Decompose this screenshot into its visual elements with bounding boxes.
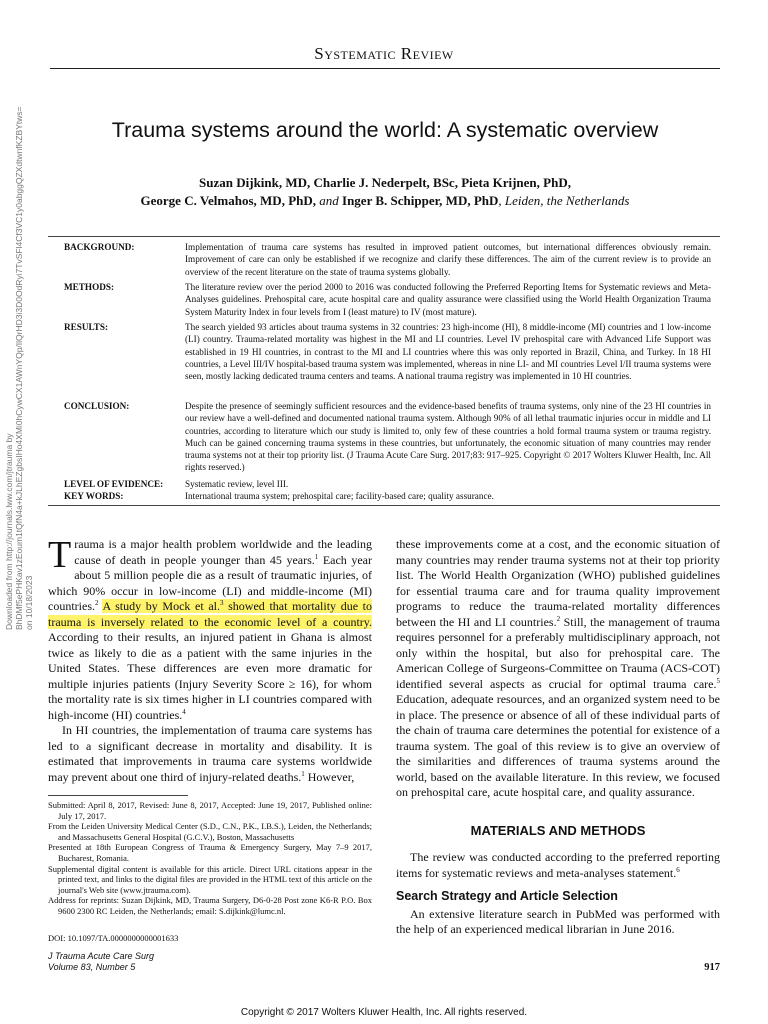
- text-run: However,: [304, 769, 355, 784]
- article-title: Trauma systems around the world: A systematic overview: [111, 118, 659, 142]
- footnotes: [48, 800, 372, 917]
- citation-ref: 2: [556, 614, 561, 623]
- abstract-label: METHODS:: [64, 282, 115, 292]
- search-paragraph: An extensive literature search in PubMed was performed with the help of an experienced medical librarian in June 2016.: [396, 906, 720, 936]
- citation-ref: 4: [182, 707, 186, 716]
- footnote-rule: [48, 795, 188, 796]
- text-run: The review was conducted according to the preferred reporting items for systematic reviews and meta-analyses statement.: [396, 850, 720, 880]
- citation-ref: 5: [716, 676, 720, 685]
- citation-ref: 1: [314, 552, 319, 561]
- citation-ref: 2: [95, 599, 99, 607]
- text-run: Education, adequate resources, and an organized system need to be in place. The presence or absence of all of these individual parts of the chain of trauma care determines the potential for existence of a trauma system. The goal of this review is to give an overview of the similarities and differences of trauma systems around the world, based on the available literature. In this review, we focused on prehospital care, acute hospital care, and quality assurance.: [396, 692, 720, 799]
- author-velmahos: George C. Velmahos, MD, PhD,: [140, 193, 317, 208]
- author-schipper: Inger B. Schipper, MD, PhD: [342, 193, 499, 208]
- journal-volume: Volume 83, Number 5: [48, 962, 136, 972]
- text-run: these improvements come at a cost, and the economic situation of many countries may render trauma systems not at their top priority list. The World Health Organization (WHO) published guidelines for essential trauma care and for trauma quality improvement programs to reduce the trauma-related mortality differences between the HI and LI countries.: [396, 537, 720, 629]
- text-run: In HI countries, the implementation of trauma care systems has led to a significant decrease in mortality and disability. It is estimated that improvements in trauma care systems worldwide may prevent about one third of injury-related deaths.: [48, 723, 372, 784]
- abstract-text: The search yielded 93 articles about trauma systems in 32 countries: 23 high-income (HI), 8 middle-income (MI) countries and 1 low-income (LI) country. Trauma-related mortality was highest in the MI and LI countries. Level IV prehospital care with Advanced Life Support was established in 19 HI countries, in contrast to the MI and LI countries where this was only reported in Brazil, China, and Turkey. In 18 HI countries, a Level III/IV hospital-based trauma system was implemented, whereas in nine LI- and MI countries Level I/II trauma systems were seen, mostly lacking dedicated trauma centers and teams. A national trauma registry was implemented in 10 HI countries.: [185, 322, 711, 382]
- abstract-text: The literature review over the period 2000 to 2016 was conducted following the Preferred Reporting Items for Systematic reviews and Meta-Analyses guidelines. Prehospital care, acute hospital care and quality assurance were classified using the World Health Organization Trauma System Maturity Index in four levels from I (least mature) to IV (most mature).: [185, 282, 711, 317]
- intro-paragraph-3: [396, 537, 720, 801]
- footnote-submitted: Submitted: April 8, 2017, Revised: June 8, 2017, Accepted: June 19, 2017, Published online: July 17, 2017.: [48, 800, 372, 821]
- text-run: showed that mortality due to trauma is inversely related to the economic level of a country.: [48, 599, 372, 629]
- text-run: According to their results, an injured patient in Ghana is almost twice as likely to die as a patient with the same injuries in the United States. These differences are even more dramatic for multiple injuries patients (Injury Severity Score ≥ 16), for whom the mortality rate is six times higher in LI countries compared with high-income (HI) countries.: [48, 630, 372, 722]
- journal-info: [48, 951, 154, 973]
- body-column-left: [48, 534, 372, 785]
- text-run: Each year about 5 million people die as a result of traumatic injuries, of which 90% occur in low-income (LI) and middle-income (MI) countries.: [48, 552, 372, 613]
- text-run: Still, the management of trauma requires personnel for a preferably multidisciplinary approach, not only within the hospital, but also for prehospital care. The American College of Surgeons-Committee on Trauma (ACS-COT) identified several aspects as crucial for optimal trauma care.: [396, 614, 720, 691]
- abstract-text: Despite the presence of seemingly sufficient resources and the evidence-based benefits of trauma systems, only nine of the 23 HI countries in our review have a well-defined and documented national trauma system. Although 90% of all lethal traumatic injuries occur in middle and LI countries, according to literature which our study is limited to, only few of these countries a hold formal trauma system or trauma registry. Much can be gained concerning trauma systems in these countries, but unfortunately, the economic situation of many countries may render trauma systems not at their top priority list. (J Trauma Acute Care Surg. 2017;83: 917–925. Copyright © 2017 Wolters Kluwer Health, Inc. All rights reserved.): [185, 401, 711, 473]
- abstract-label: RESULTS:: [64, 322, 109, 332]
- authors-and: and: [319, 193, 339, 208]
- citation-ref: 3: [220, 599, 224, 607]
- abstract-text: International trauma system; prehospital care; facility-based care; quality assurance.: [185, 491, 494, 501]
- abstract-text: Systematic review, level III.: [185, 479, 289, 489]
- abstract-label: KEY WORDS:: [64, 491, 124, 501]
- subsection-heading: Search Strategy and Article Selection: [396, 889, 618, 903]
- author-location: , Leiden, the Netherlands: [498, 193, 630, 208]
- drop-cap: T: [48, 534, 72, 576]
- abstract-label: BACKGROUND:: [64, 242, 135, 252]
- body-column-right: [396, 537, 720, 938]
- citation-ref: 6: [676, 865, 680, 874]
- intro-paragraph-1: [48, 534, 372, 723]
- section-label: Systematic Review: [314, 44, 454, 63]
- text-run: A study by Mock et al.: [102, 599, 220, 613]
- abstract-label: CONCLUSION:: [64, 401, 130, 411]
- methods-paragraph: [396, 850, 720, 881]
- text-run: rauma is a major health problem worldwide and the leading cause of death in people younger than 45 years.: [74, 537, 372, 567]
- doi: DOI: 10.1097/TA.0000000000001633: [48, 933, 179, 943]
- footnote-affiliations: From the Leiden University Medical Center (S.D., C.N., P.K., I.B.S.), Leiden, the Netherlands; and Massachusetts General Hospital (G.C.V.), Boston, Massachusetts: [48, 821, 372, 842]
- abstract-text: Implementation of trauma care systems has resulted in improved patient outcomes, but international differences obviously remain. Improvement of care can only be established if we recognize and clarify these differences. The aim of the current review is to provide an overview of the recent literature on the state of trauma systems globally.: [185, 242, 711, 277]
- abstract-label: LEVEL OF EVIDENCE:: [64, 479, 164, 489]
- authors-line-2: [40, 193, 730, 209]
- citation-ref: 1: [301, 769, 305, 778]
- copyright-footer: Copyright © 2017 Wolters Kluwer Health, Inc. All rights reserved.: [240, 1007, 528, 1018]
- download-side-note: Downloaded from http://journals.lww.com/jtrauma by BhDMf5ePHKav1zEoum1tQfN4a+kJLhEZgbsIHo4XMi0hCywCX1AWnYQp/IlQrHD3i3D0OdRyi7TvSFl4Cf3VC1y0abggQZXdtwnfKZBYtws= on 10/18/2023: [4, 106, 34, 630]
- abstract-box: [48, 236, 720, 506]
- authors-line-1: Suzan Dijkink, MD, Charlie J. Nederpelt, BSc, Pieta Krijnen, PhD,: [199, 175, 571, 190]
- footnote-reprints: Address for reprints: Suzan Dijkink, MD, Trauma Surgery, D6-0-28 Post zone K6-R P.O. Box 9600 2300 RC Leiden, the Netherlands; email: S.dijkink@lumc.nl.: [48, 895, 372, 916]
- header-rule: [50, 68, 720, 69]
- journal-name: J Trauma Acute Care Surg: [48, 951, 155, 961]
- footnote-supplemental: Supplemental digital content is available for this article. Direct URL citations appear in the printed text, and links to the digital files are provided in the HTML text of this article on the journal's Web site (www.jtrauma.com).: [48, 863, 372, 895]
- section-heading: MATERIALS AND METHODS: [470, 822, 646, 838]
- intro-paragraph-2: [48, 723, 372, 785]
- footnote-presented: Presented at 18th European Congress of Trauma & Emergency Surgery, May 7–9 2017, Bucharest, Romania.: [48, 842, 372, 863]
- page-number: 917: [704, 962, 720, 973]
